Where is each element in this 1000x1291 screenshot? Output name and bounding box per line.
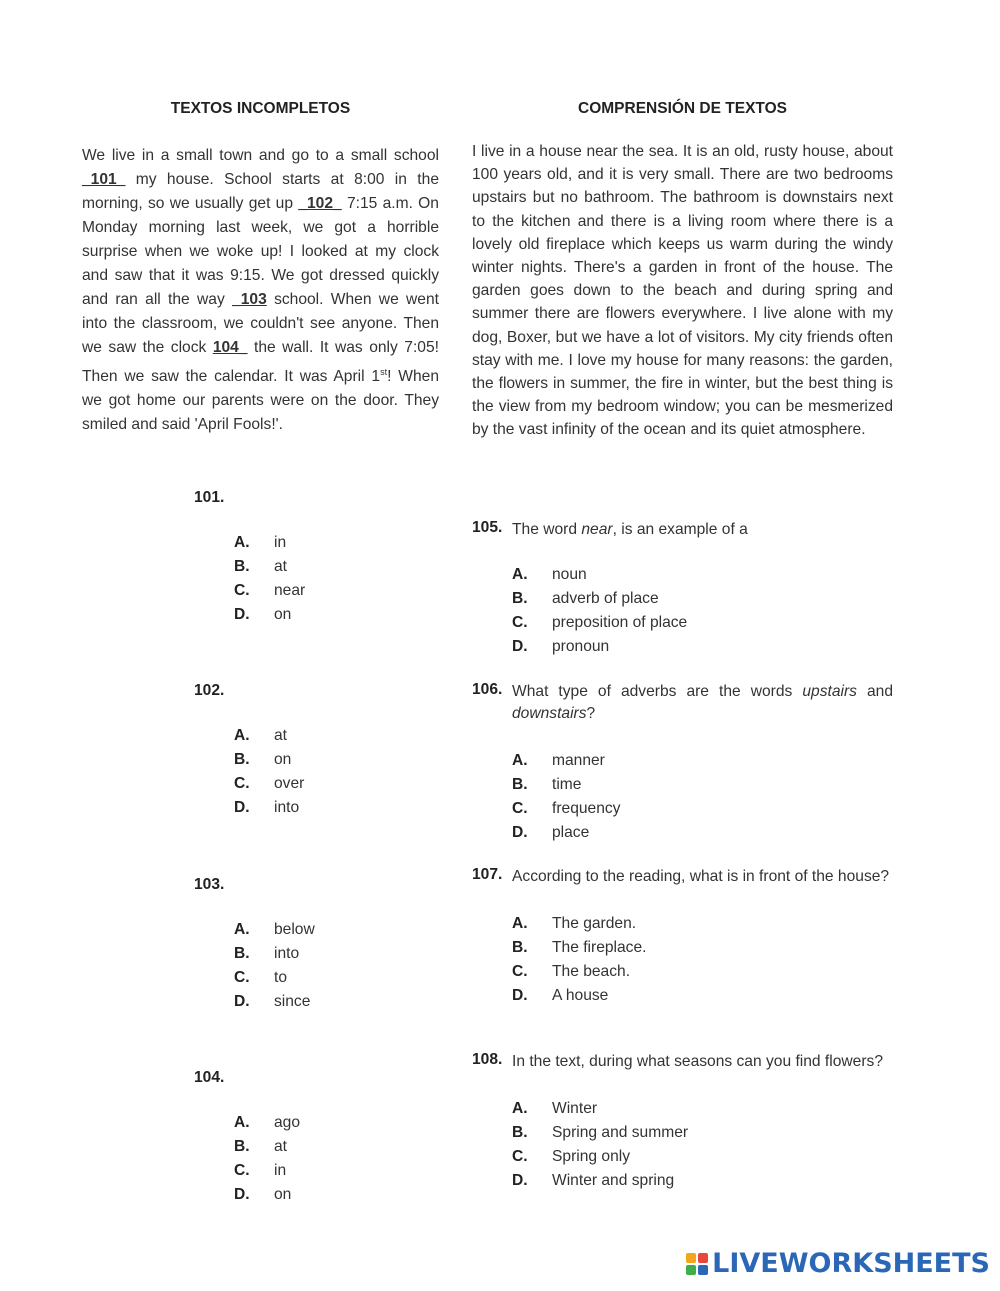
option-102-b[interactable]: B. on: [234, 751, 292, 768]
option-107-c[interactable]: C. The beach.: [512, 963, 631, 980]
option-106-d[interactable]: D. place: [512, 824, 590, 841]
option-105-b[interactable]: B. adverb of place: [512, 590, 659, 607]
blank-marker: _103: [232, 291, 267, 308]
blank-marker: _101_: [82, 171, 126, 188]
question-101: [194, 489, 305, 627]
option-105-c[interactable]: C. preposition of place: [512, 614, 688, 631]
blank-marker: _102_: [298, 195, 342, 212]
option-101-a[interactable]: A. in: [234, 534, 287, 551]
liveworksheets-logo[interactable]: [686, 1248, 990, 1279]
question-104: [194, 1069, 300, 1207]
option-108-c[interactable]: C. Spring only: [512, 1148, 631, 1165]
option-102-d[interactable]: D. into: [234, 799, 300, 816]
options-list: [234, 724, 304, 820]
option-102-a[interactable]: A. at: [234, 727, 288, 744]
option-106-a[interactable]: A. manner: [512, 752, 605, 769]
option-104-d[interactable]: D. on: [234, 1186, 292, 1203]
question-text: According to the reading, what is in front of the house?: [512, 868, 890, 885]
option-106-c[interactable]: C. frequency: [512, 800, 621, 817]
option-105-a[interactable]: A. noun: [512, 566, 587, 583]
option-103-a[interactable]: A. below: [234, 921, 315, 938]
liveworksheets-logo-icon: [686, 1253, 708, 1275]
left-column: [82, 100, 439, 437]
option-104-b[interactable]: B. at: [234, 1138, 288, 1155]
option-104-a[interactable]: A. ago: [234, 1114, 301, 1131]
option-102-c[interactable]: C. over: [234, 775, 305, 792]
option-105-d[interactable]: D. pronoun: [512, 638, 610, 655]
option-108-b[interactable]: B. Spring and summer: [512, 1124, 689, 1141]
option-103-b[interactable]: B. into: [234, 945, 300, 962]
option-107-a[interactable]: A. The garden.: [512, 915, 637, 932]
options-list: [512, 749, 893, 845]
question-105: 105. The word near, is an example of a A. noun B. adverb of place C. preposition of place D. pronoun: [472, 519, 893, 659]
option-106-b[interactable]: B. time: [512, 776, 582, 793]
passage-incomplete-text: We live in a small town and go to a small school _101_ my house. School starts at 8:00 in the morning, so we usually get up _102_ 7:15 a.m. On Monday morning last week, we got a horrible surprise when we woke up! I looked at my clock and saw that it was 9:15. We got dressed quickly and ran all the way _103 school. When we went into the classroom, we couldn't see anyone. Then we saw the clock 104_ the wall. It was only 7:05! Then we saw the calendar. It was April 1st! When we got home our parents were on the door. They smiled and said 'April Fools!'.: [82, 147, 439, 434]
question-107: 107. According to the reading, what is in front of the house? A. The garden. B. The fireplace. C. The beach. D. A house: [472, 866, 893, 1008]
question-number: 103.: [194, 876, 225, 893]
question-number: 101.: [194, 489, 225, 506]
option-107-d[interactable]: D. A house: [512, 987, 609, 1004]
passage-reading-comprehension: I live in a house near the sea. It is an old, rusty house, about 100 years old, and it is very small. There are two bedrooms upstairs but no bathroom. The bathroom is downstairs next to the kitchen and there is a living room where there is a lovely old fireplace which keeps us warm during the windy winter nights. There's a garden in front of the house. The garden goes down to the beach and during spring and summer there are flowers everywhere. I live alone with my dog, Boxer, but we have a lot of visitors. My city friends often stay with me. I love my house for many reasons: the garden, the flowers in summer, the fire in winter, but the best thing is the view from my bedroom window; you can be mesmerized by the vast infinity of the ocean and its quiet atmosphere.: [472, 143, 893, 439]
options-list: [234, 531, 305, 627]
option-101-d[interactable]: D. on: [234, 606, 292, 623]
question-text: The word near, is an example of a: [512, 521, 748, 538]
right-column: [472, 100, 893, 442]
question-number: 104.: [194, 1069, 225, 1086]
question-number: 102.: [194, 682, 225, 699]
options-list: [234, 918, 315, 1014]
option-101-c[interactable]: C. near: [234, 582, 306, 599]
question-text: What type of adverbs are the words upstairs and downstairs?: [512, 683, 893, 722]
blank-marker: 104_: [212, 339, 248, 356]
section-title-incomplete-texts: TEXTOS INCOMPLETOS: [170, 100, 351, 117]
option-104-c[interactable]: C. in: [234, 1162, 287, 1179]
options-list: [512, 1097, 893, 1193]
question-106: 106. What type of adverbs are the words upstairs and downstairs? A. manner B. time C. frequency D. place: [472, 681, 893, 845]
logo-text: LIVEWORKSHEETS: [712, 1248, 990, 1279]
question-text: In the text, during what seasons can you find flowers?: [512, 1053, 883, 1070]
question-102: [194, 682, 304, 820]
options-list: [512, 563, 893, 659]
option-108-a[interactable]: A. Winter: [512, 1100, 598, 1117]
question-108: 108. In the text, during what seasons can you find flowers? A. Winter B. Spring and summer C. Spring only D. Winter and spring: [472, 1051, 893, 1193]
section-title-reading-comprehension: COMPRENSIÓN DE TEXTOS: [578, 100, 787, 117]
option-108-d[interactable]: D. Winter and spring: [512, 1172, 675, 1189]
option-103-d[interactable]: D. since: [234, 993, 311, 1010]
option-103-c[interactable]: C. to: [234, 969, 288, 986]
options-list: [234, 1111, 300, 1207]
options-list: [512, 912, 893, 1008]
option-107-b[interactable]: B. The fireplace.: [512, 939, 647, 956]
option-101-b[interactable]: B. at: [234, 558, 288, 575]
question-103: [194, 876, 315, 1014]
